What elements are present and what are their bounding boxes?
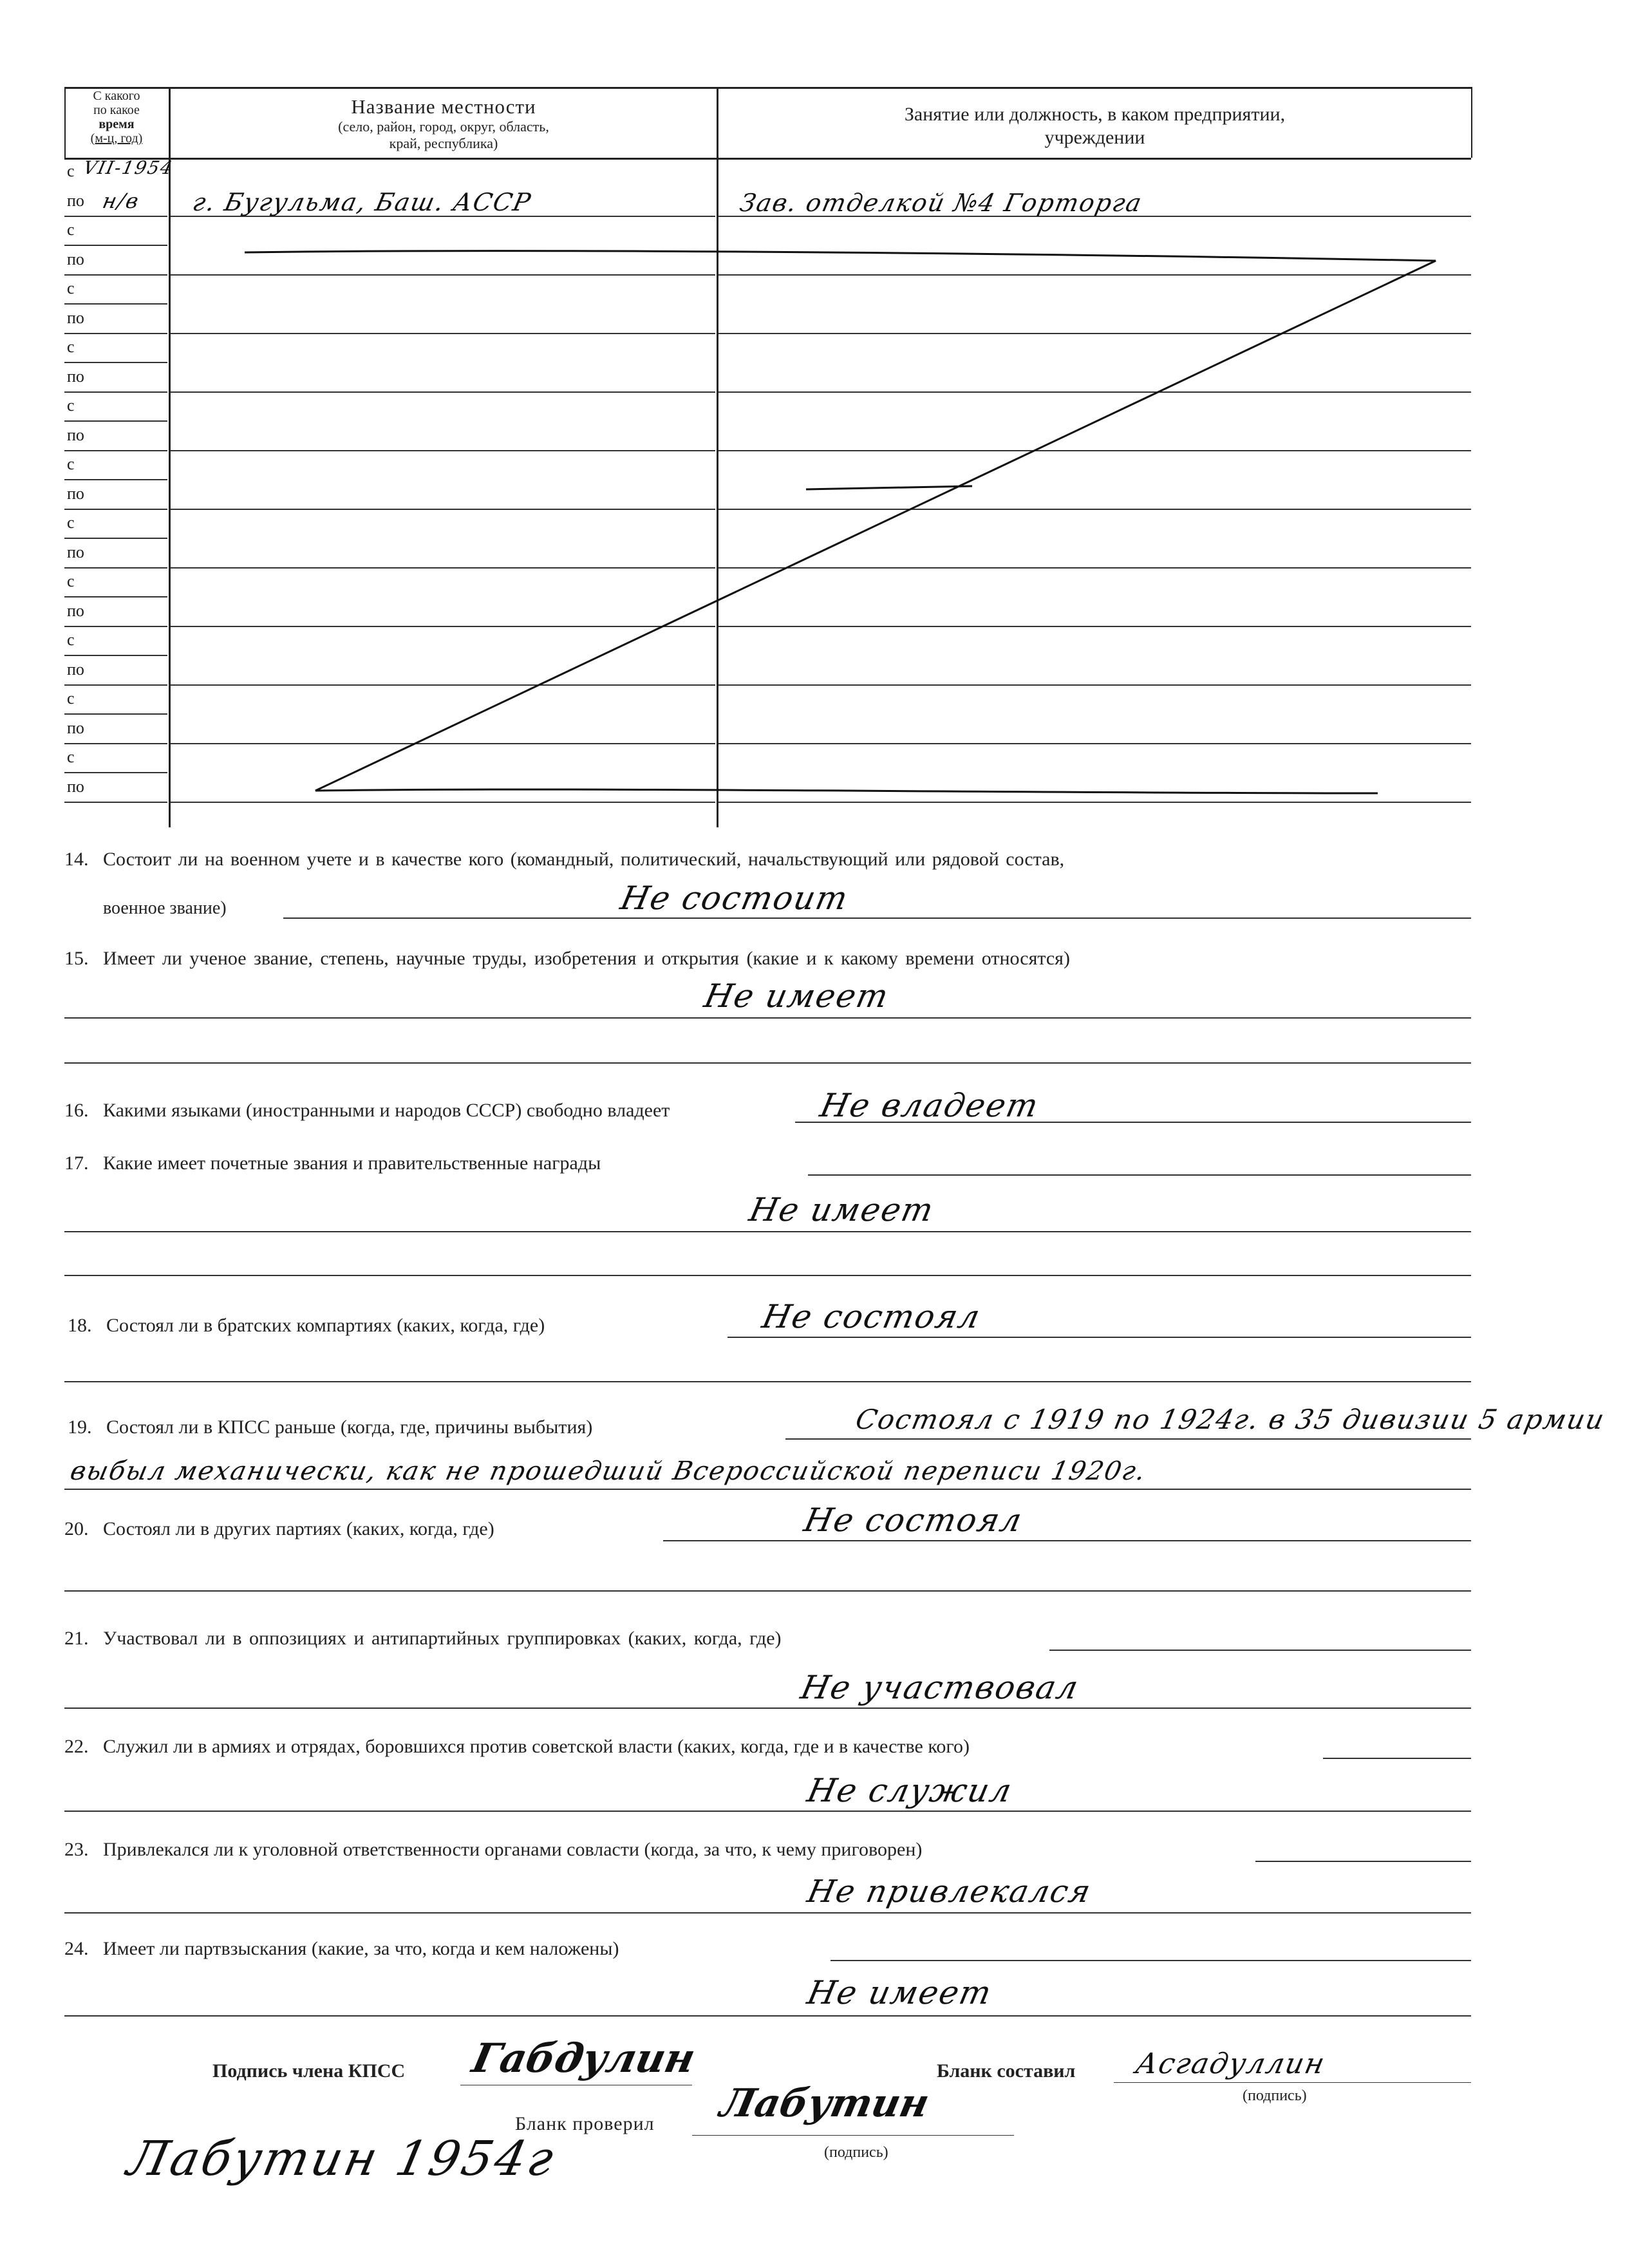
q17-answer-line (808, 1174, 1471, 1176)
q15-text: Имеет ли ученое звание, степень, научные труды, изобретения и открытия (какие и к какому времени относятся) (103, 948, 1070, 969)
q17-text: Какие имеет почетные звания и правительственные награды (103, 1152, 601, 1174)
q15-line1 (64, 1017, 1471, 1019)
row-to-label: по (67, 601, 84, 620)
row-from-label: с (67, 630, 75, 649)
q24-answer: Не имеет (803, 1974, 996, 2011)
row-from-label: с (67, 689, 75, 708)
place-header-sub2: край, республика) (389, 135, 498, 151)
q19-answer2: выбыл механически, как не прошедший Всероссийской перепиcи 1920г. (68, 1456, 1150, 1486)
row-from-label: с (67, 162, 75, 180)
row1-from: VII-1954 (81, 157, 176, 178)
composed-signature-line (1114, 2082, 1471, 2083)
checked-signature: Лабутин (716, 2081, 934, 2126)
q22-text: Служил ли в армиях и отрядах, боровшихся против советской власти (каких, когда, где и в качестве кого) (103, 1736, 970, 1757)
row-to-label: по (67, 660, 84, 679)
q23-text: Привлекался ли к уголовной ответственности органами совласти (когда, за что, к чему приговорен) (103, 1839, 923, 1860)
row-to-label: по (67, 543, 84, 561)
q19-line2 (64, 1489, 1471, 1490)
row-from-label: с (67, 455, 75, 473)
q17-answer: Не имеет (746, 1191, 938, 1228)
q23-answer: Не привлекался (804, 1874, 1095, 1910)
q21-number: 21. (64, 1628, 89, 1649)
period-header-line4: (м-ц, год) (90, 131, 143, 146)
q20-number: 20. (64, 1518, 89, 1539)
q23-number: 23. (64, 1839, 89, 1860)
q18-number: 18. (68, 1315, 92, 1336)
composed-podpis: (подпись) (1243, 2087, 1307, 2104)
row-to-label: по (67, 367, 84, 386)
q20-answer: Не состоял (800, 1501, 1026, 1539)
q23-answer-line (1255, 1861, 1471, 1862)
checked-podpis: (подпись) (824, 2144, 888, 2161)
q22-line1 (64, 1811, 1471, 1812)
z-short-dash (806, 486, 972, 489)
row-to-label: по (67, 308, 84, 327)
q16-text: Какими языками (иностранными и народов СССР) свободно владеет (103, 1100, 670, 1121)
q17-line1 (64, 1231, 1471, 1232)
period-header-line1: С какого (93, 89, 140, 103)
q19-answer: Состоял с 1919 по 1924г. в 35 дивизии 5 армии (852, 1404, 1608, 1435)
q14-text: Состоит ли на военном учете и в качестве кого (командный, политический, начальствующий или рядовой состав, (103, 849, 1065, 870)
row-from-label: с (67, 748, 75, 766)
job-header-line2: учреждении (1044, 127, 1145, 148)
q21-text: Участвовал ли в оппозициях и антипартийных группировках (каких, когда, где) (103, 1628, 782, 1649)
place-header-sub: (село, район, город, округ, область, (338, 118, 549, 135)
q14-text2: военное звание) (103, 898, 227, 918)
q18-answer-line (727, 1337, 1471, 1338)
member-signature: Габдулин (468, 2035, 700, 2082)
q20-line1 (64, 1590, 1471, 1592)
period-header-line3: время (99, 117, 135, 131)
period-header-line2: по какое (93, 103, 140, 117)
row-to-label: по (67, 777, 84, 796)
q15-line2 (64, 1062, 1471, 1064)
place-header-title: Название местности (351, 95, 536, 118)
q14-number: 14. (64, 849, 89, 870)
q14-answer: Не состоит (617, 880, 852, 917)
row-from-label: с (67, 513, 75, 532)
z-strikeout-mark (0, 0, 1652, 837)
row-from-label: с (67, 220, 75, 239)
job-header-line1: Занятие или должность, в каком предприятии, (904, 104, 1286, 125)
q17-line2 (64, 1275, 1471, 1276)
q22-answer: Не служил (803, 1772, 1016, 1809)
row-from-label: с (67, 572, 75, 590)
row-to-label: по (67, 250, 84, 268)
q15-number: 15. (64, 948, 89, 969)
composed-signature: Асгадуллин (1132, 2047, 1329, 2080)
row1-to: н/в (100, 189, 142, 213)
q21-answer-line (1049, 1650, 1471, 1651)
q24-number: 24. (64, 1938, 89, 1959)
q16-number: 16. (64, 1100, 89, 1121)
checked-label: Бланк проверил (515, 2113, 655, 2134)
member-signature-label: Подпись члена КПСС (212, 2060, 406, 2082)
row-to-label: по (67, 191, 84, 210)
composed-label: Бланк составил (937, 2060, 1076, 2082)
q16-answer: Не владеет (816, 1087, 1043, 1124)
q24-answer-line (831, 1960, 1471, 1961)
q20-answer-line (663, 1540, 1471, 1541)
q17-number: 17. (64, 1152, 89, 1174)
z-strikeout-path (245, 251, 1436, 793)
row-to-label: по (67, 484, 84, 503)
row-to-label: по (67, 426, 84, 444)
row-from-label: с (67, 396, 75, 415)
checked-signature-line (692, 2135, 1014, 2136)
q19-answer-line (785, 1438, 1471, 1440)
q22-number: 22. (64, 1736, 89, 1757)
q19-number: 19. (68, 1416, 92, 1438)
row-to-label: по (67, 719, 84, 737)
row1-place: г. Бугульма, Баш. АССР (190, 188, 534, 216)
q23-line1 (64, 1912, 1471, 1914)
q22-answer-line (1323, 1758, 1471, 1759)
row1-job: Зав. отделкой №4 Горторга (737, 189, 1145, 217)
footer-handwritten-note: Лабутин 1954г (122, 2131, 561, 2187)
q21-line1 (64, 1707, 1471, 1709)
q14-answer-line (283, 917, 1471, 919)
q18-answer: Не состоял (758, 1298, 984, 1335)
row-from-label: с (67, 337, 75, 356)
q21-answer: Не участвовал (797, 1669, 1083, 1706)
q18-text: Состоял ли в братских компартиях (каких, когда, где) (106, 1315, 545, 1336)
q15-answer: Не имеет (700, 977, 893, 1015)
q24-text: Имеет ли партвзыскания (какие, за что, когда и кем наложены) (103, 1938, 619, 1959)
q20-text: Состоял ли в других партиях (каких, когда, где) (103, 1518, 494, 1539)
q24-line1 (64, 2015, 1471, 2017)
row-from-label: с (67, 279, 75, 297)
q19-text: Состоял ли в КПСС раньше (когда, где, причины выбытия) (106, 1416, 593, 1438)
q18-line1 (64, 1381, 1471, 1382)
